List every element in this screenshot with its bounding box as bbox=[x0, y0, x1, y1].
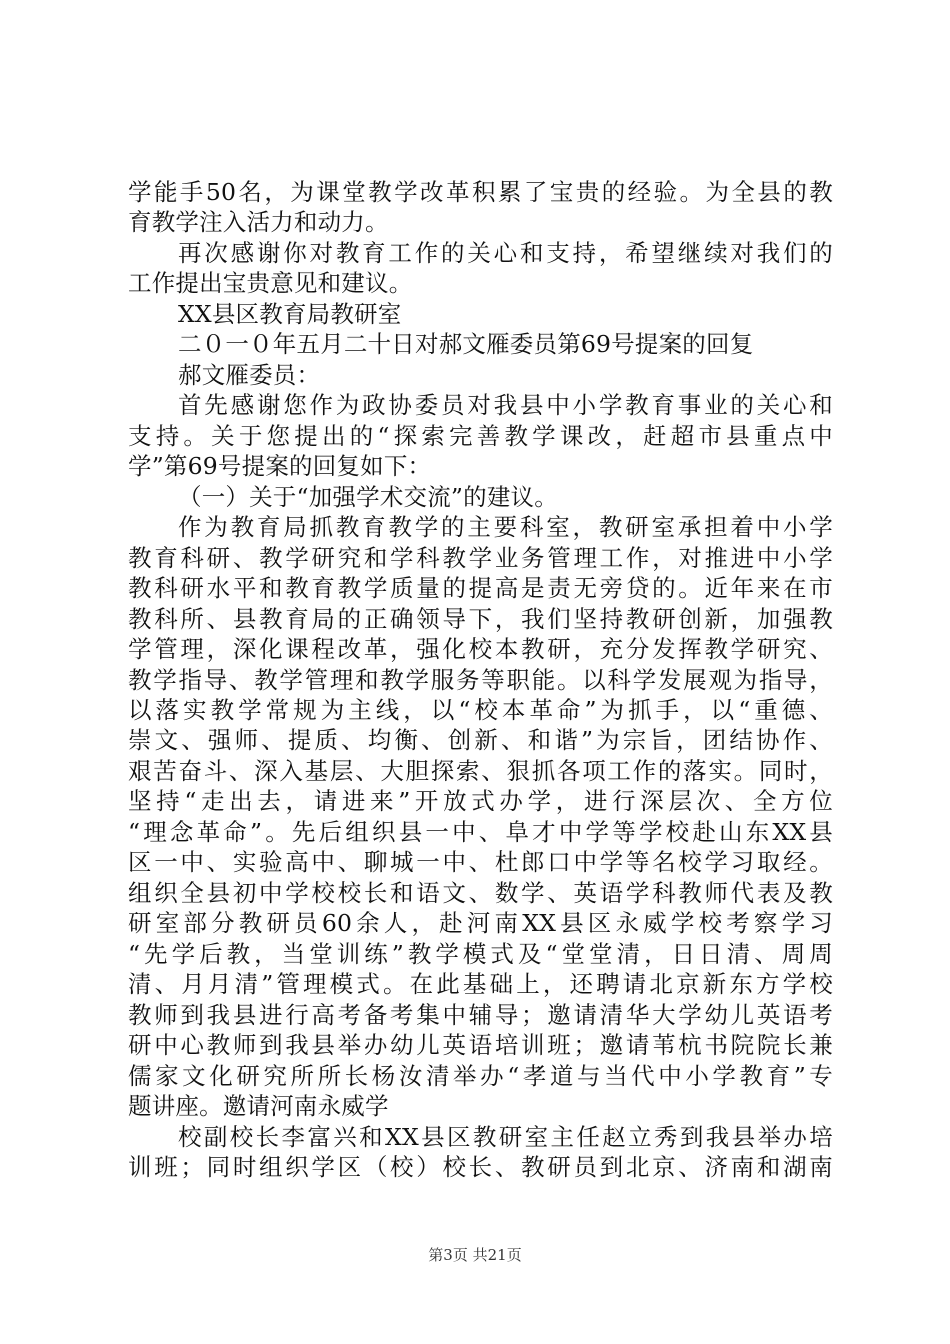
text-line: 区一中、实验高中、聊城一中、杜郎口中学等名校学习取经。 bbox=[128, 848, 833, 876]
text-line: 儒家文化研究所所长杨汝清举办“孝道与当代中小学教育”专 bbox=[128, 1062, 833, 1090]
section-heading: （一）关于“加强学术交流”的建议。 bbox=[178, 483, 558, 511]
text-line: 教科研水平和教育教学质量的提高是责无旁贷的。近年来在市 bbox=[128, 574, 833, 602]
text-line: 首先感谢您作为政协委员对我县中小学教育事业的关心和 bbox=[178, 391, 833, 419]
text-line: 学能手50名，为课堂教学改革积累了宝贵的经验。为全县的教 bbox=[128, 178, 833, 206]
text-line: 工作提出宝贵意见和建议。 bbox=[128, 269, 413, 297]
text-line: 坚持“走出去，请进来”开放式办学，进行深层次、全方位 bbox=[128, 787, 833, 815]
text-line: 作为教育局抓教育教学的主要科室，教研室承担着中小学 bbox=[178, 513, 833, 541]
text-line: 组织全县初中学校校长和语文、数学、英语学科教师代表及教 bbox=[128, 879, 833, 907]
text-line: 艰苦奋斗、深入基层、大胆探索、狠抓各项工作的落实。同时， bbox=[128, 757, 833, 785]
text-line: 学管理，深化课程改革，强化校本教研，充分发挥教学研究、 bbox=[128, 635, 833, 663]
text-line: XX县区教育局教研室 bbox=[178, 300, 402, 328]
text-line: 二０一０年五月二十日对郝文雁委员第69号提案的回复 bbox=[178, 330, 754, 358]
text-line: 教学指导、教学管理和教学服务等职能。以科学发展观为指导， bbox=[128, 666, 833, 694]
text-line: 支持。关于您提出的“探索完善教学课改，赶超市县重点中 bbox=[128, 422, 833, 450]
text-line: 育教学注入活力和动力。 bbox=[128, 208, 389, 236]
text-line: “先学后教，当堂训练”教学模式及“堂堂清，日日清、周周 bbox=[128, 940, 833, 968]
text-line: “理念革命”。先后组织县一中、阜才中学等学校赴山东XX县 bbox=[128, 818, 833, 846]
text-line: 教育科研、教学研究和学科教学业务管理工作，对推进中小学 bbox=[128, 544, 833, 572]
text-line: 以落实教学常规为主线，以“校本革命”为抓手，以“重德、 bbox=[128, 696, 833, 724]
text-line: 教师到我县进行高考备考集中辅导；邀请清华大学幼儿英语考 bbox=[128, 1001, 833, 1029]
text-line: 题讲座。邀请河南永威学 bbox=[128, 1092, 389, 1120]
text-line: 训班；同时组织学区（校）校长、教研员到北京、济南和湖南 bbox=[128, 1153, 833, 1181]
text-line: 校副校长李富兴和XX县区教研室主任赵立秀到我县举办培 bbox=[178, 1123, 833, 1151]
text-line: 崇文、强师、提质、均衡、创新、和谐”为宗旨，团结协作、 bbox=[128, 726, 833, 754]
text-line: 再次感谢你对教育工作的关心和支持，希望继续对我们的 bbox=[178, 239, 833, 267]
text-line: 研中心教师到我县举办幼儿英语培训班；邀请苇杭书院院长兼 bbox=[128, 1031, 833, 1059]
text-line: 教科所、县教育局的正确领导下，我们坚持教研创新，加强教 bbox=[128, 605, 833, 633]
text-line: 研室部分教研员60余人，赴河南XX县区永威学校考察学习 bbox=[128, 909, 833, 937]
text-line: 郝文雁委员： bbox=[178, 361, 321, 389]
text-line: 清、月月清”管理模式。在此基础上，还聘请北京新东方学校 bbox=[128, 970, 833, 998]
text-line: 学”第69号提案的回复如下： bbox=[128, 452, 432, 480]
page-number-footer: 第3页 共21页 bbox=[428, 1246, 522, 1264]
